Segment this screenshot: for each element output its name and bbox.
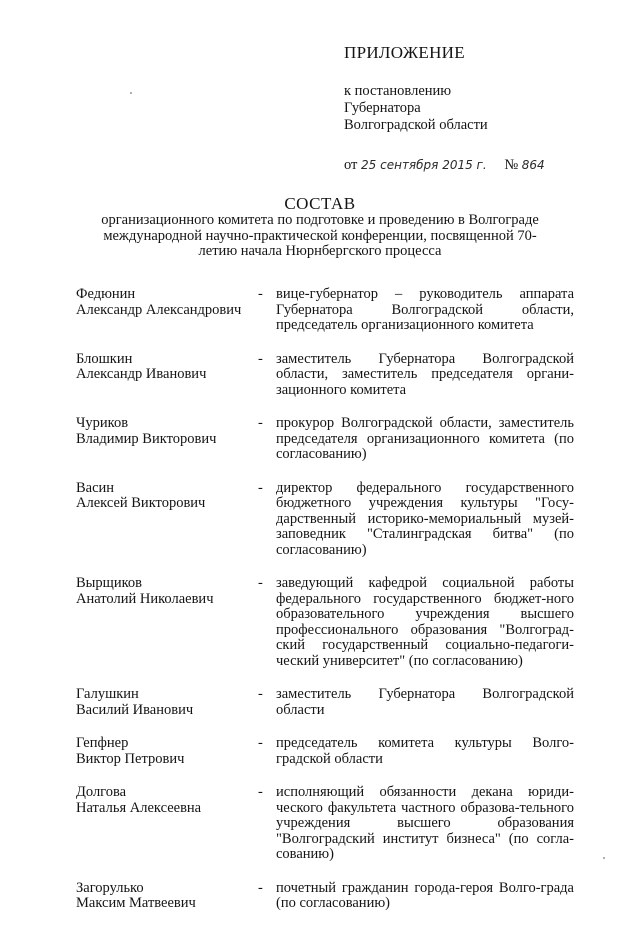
member-given-names: Александр Александрович [76, 301, 242, 318]
member-surname: Федюнин [76, 286, 136, 302]
member-given-names: Анатолий Николаевич [76, 590, 214, 607]
member-name [76, 687, 256, 718]
member-dash: - [258, 879, 263, 896]
member-row [76, 785, 574, 863]
scan-speck [603, 857, 605, 859]
member-dash: - [258, 479, 263, 496]
order-date: 25 сентября 2015 г. [361, 158, 487, 172]
member-role: заведующий кафедрой социальной работы федерального государственного бюджет-ного образовательного учреждения высшего профессионального образования "Волгоград-ский государственный социально-педагоги-ческий университет" (по согласованию) [276, 575, 574, 669]
appendix-line-1: к постановлению [344, 83, 452, 99]
member-role: прокурор Волгоградской области, заместитель председателя организационного комитета (по согласованию) [276, 415, 574, 462]
member-dash: - [258, 350, 263, 367]
member-surname: Вырщиков [76, 575, 142, 591]
member-name [76, 481, 256, 512]
member-row [76, 881, 574, 912]
member-name [76, 416, 256, 447]
appendix-line-2: Губернатора [344, 100, 421, 116]
appendix-line-3: Волгоградской области [344, 117, 488, 133]
member-surname: Долгова [76, 784, 127, 800]
order-number-label: № [504, 157, 519, 173]
member-row [76, 481, 574, 559]
member-row [76, 576, 574, 669]
member-role: председатель комитета культуры Волго-градской области [276, 735, 574, 767]
order-reference [344, 157, 624, 174]
member-row [76, 736, 574, 767]
member-row [76, 416, 574, 463]
order-prefix: от [344, 157, 358, 173]
member-row [76, 352, 574, 399]
member-surname: Чуриков [76, 415, 129, 431]
member-surname: Загорулько [76, 879, 144, 896]
member-given-names: Владимир Викторович [76, 430, 217, 447]
member-surname: Блошкин [76, 350, 133, 367]
member-dash: - [258, 415, 263, 431]
document-title: СОСТАВ [284, 194, 356, 213]
member-name [76, 352, 256, 383]
member-given-names: Александр Иванович [76, 366, 207, 382]
member-surname: Васин [76, 479, 115, 496]
member-row [76, 687, 574, 718]
member-given-names: Василий Иванович [76, 701, 194, 718]
member-dash: - [258, 784, 263, 800]
member-given-names: Максим Матвеевич [76, 895, 196, 911]
member-name [76, 881, 256, 912]
member-given-names: Наталья Алексеевна [76, 799, 202, 816]
member-role: заместитель Губернатора Волгоградской области, заместитель председателя органи-зационного комитета [276, 350, 574, 398]
member-name [76, 287, 256, 318]
member-name [76, 736, 256, 767]
scan-speck [130, 92, 132, 94]
member-dash: - [258, 286, 263, 302]
member-role: директор федерального государственного бюджетного учреждения культуры "Госу-дарственный историко-мемориальный музей-заповедник "Сталинградская битва" (по согласованию) [276, 479, 574, 558]
member-dash: - [258, 686, 263, 702]
member-given-names: Алексей Викторович [76, 495, 206, 511]
member-row [76, 287, 574, 334]
document-subtitle: организационного комитета по подготовке и проведению в Волгограде международной научно-практической конференции, посвященной 70-летию начала Нюрнбергского процесса [101, 212, 539, 259]
member-given-names: Виктор Петрович [76, 750, 185, 767]
member-role: исполняющий обязанности декана юриди-ческого факультета частного образова-тельного учреждения высшего образования "Волгоградский институт бизнеса" (по согла-сованию) [276, 784, 574, 862]
member-name [76, 576, 256, 607]
member-surname: Гепфнер [76, 735, 129, 751]
member-dash: - [258, 575, 263, 591]
member-name [76, 785, 256, 816]
member-role: почетный гражданин города-героя Волго-града (по согласованию) [276, 879, 574, 911]
appendix-heading: ПРИЛОЖЕНИЕ [344, 43, 465, 62]
member-role: заместитель Губернатора Волгоградской области [276, 686, 574, 718]
member-list [76, 287, 574, 930]
member-dash: - [258, 735, 263, 751]
member-surname: Галушкин [76, 686, 139, 702]
member-role: вице-губернатор – руководитель аппарата Губернатора Волгоградской области, председатель организационного комитета [276, 286, 574, 333]
order-number: 864 [521, 158, 545, 172]
appendix-block [344, 44, 624, 174]
